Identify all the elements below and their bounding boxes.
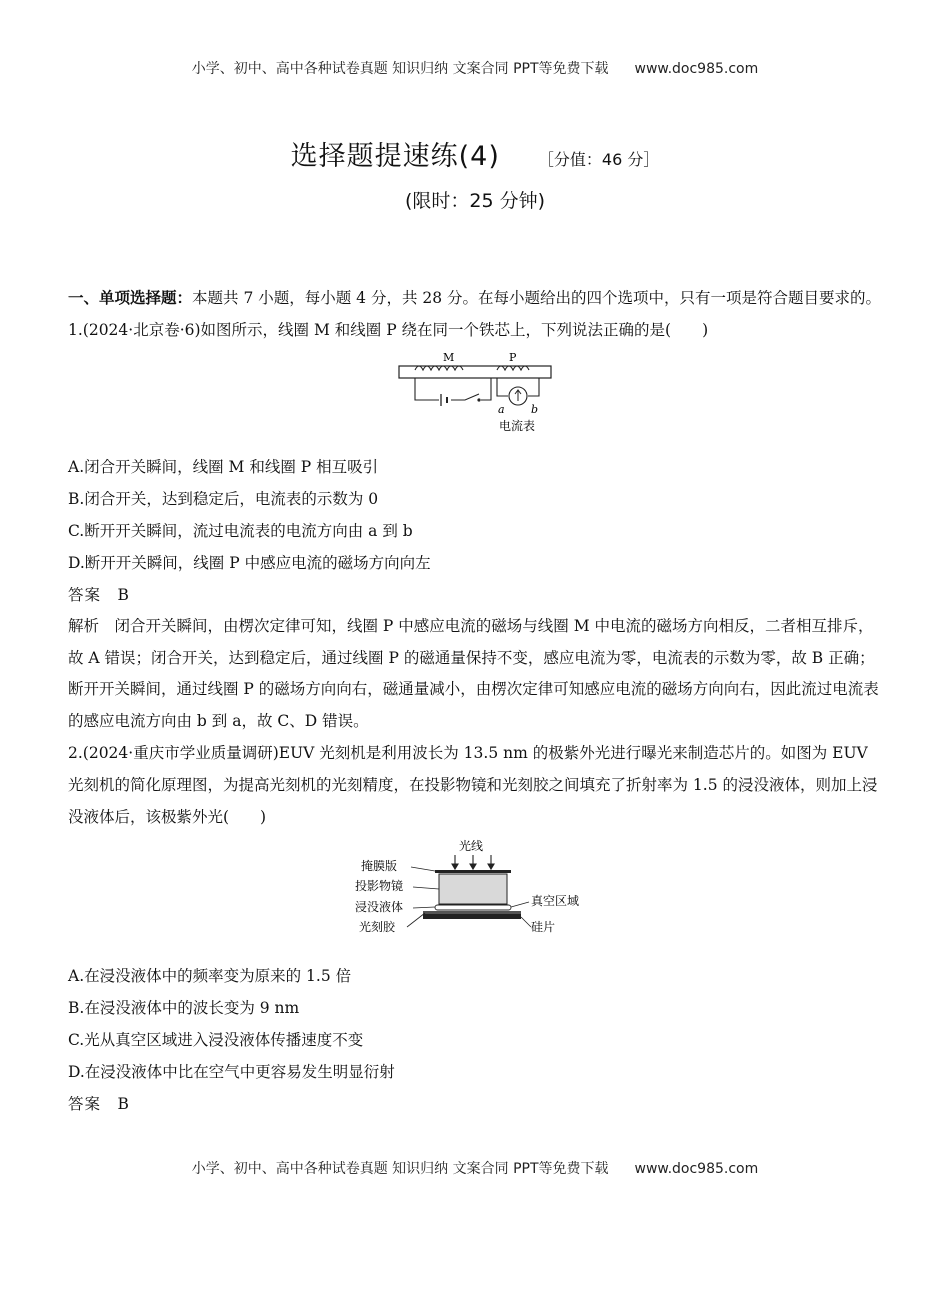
q2-answer: 答案 B <box>68 1095 130 1113</box>
light-arrows <box>452 855 494 869</box>
label-p: P <box>509 351 517 364</box>
section-label: 一、单项选择题： <box>68 289 193 307</box>
q2-figure <box>68 837 882 954</box>
resist-label: 光刻胶 <box>359 920 396 934</box>
mask-label: 掩膜版 <box>361 859 398 873</box>
header-url[interactable]: www.doc985.com <box>634 61 759 77</box>
q2-stem: 2.(2024·重庆市学业质量调研)EUV 光刻机是利用波长为 13.5 nm 的极紫外光进行曝光来制造芯片的。如图为 EUV 光刻机的简化原理图，为提高光刻机的光刻精度，在投影物镜和光刻胶之间填充了折射率为 1.5 的浸没液体，则加上浸没液体后，该极紫外光( ) <box>68 744 878 826</box>
coil-m <box>415 366 463 370</box>
section-intro <box>68 282 882 314</box>
q2-option-b: B.在浸没液体中的波长变为 9 nm <box>68 999 300 1017</box>
page-header <box>0 58 950 78</box>
title-row <box>0 134 950 173</box>
lens-label: 投影物镜 <box>355 879 404 893</box>
label-a: a <box>498 403 505 416</box>
liquid-label: 浸没液体 <box>355 900 404 914</box>
circuit-m-wire <box>415 378 491 400</box>
q1-option-d: D.断开开关瞬间，线圈 P 中感应电流的磁场方向向左 <box>68 554 431 572</box>
ammeter-caption: 电流表 <box>499 419 536 433</box>
wafer-label: 硅片 <box>531 920 556 934</box>
page-footer <box>0 1158 950 1178</box>
photoresist <box>423 911 521 914</box>
q2-option-a: A.在浸没液体中的频率变为原来的 1.5 倍 <box>68 967 352 985</box>
time-limit: (限时：25 分钟) <box>404 190 546 212</box>
footer-url[interactable]: www.doc985.com <box>634 1161 759 1177</box>
q2-option-c: C.光从真空区域进入浸没液体传播速度不变 <box>68 1031 364 1049</box>
q1-option-c: C.断开开关瞬间，流过电流表的电流方向由 a 到 b <box>68 522 413 540</box>
q1-option-b: B.闭合开关，达到稳定后，电流表的示数为 0 <box>68 490 379 508</box>
immersion-liquid <box>435 905 511 910</box>
mask-plate <box>435 870 511 873</box>
light-label: 光线 <box>459 839 484 853</box>
q1-option-a: A.闭合开关瞬间，线圈 M 和线圈 P 相互吸引 <box>68 458 379 476</box>
q1-stem: 1.(2024·北京卷·6)如图所示，线圈 M 和线圈 P 绕在同一个铁芯上，下列说法正确的是( ) <box>68 321 709 339</box>
header-text: 小学、初中、高中各种试卷真题 知识归纳 文案合同 PPT等免费下载 <box>191 61 609 77</box>
score-label: ［分值：46 分］ <box>537 150 660 169</box>
footer-text: 小学、初中、高中各种试卷真题 知识归纳 文案合同 PPT等免费下载 <box>191 1161 609 1177</box>
section-intro-text: 本题共 7 小题，每小题 4 分，共 28 分。在每小题给出的四个选项中，只有一项是符合题目要求的。 <box>192 289 882 307</box>
vacuum-label: 真空区域 <box>531 894 580 908</box>
q1-figure <box>68 350 882 445</box>
label-m: M <box>443 351 455 364</box>
question-content <box>68 282 882 1120</box>
coil-circuit-diagram <box>393 350 557 434</box>
coil-p <box>497 366 529 370</box>
label-b: b <box>531 403 539 416</box>
q1-answer: 答案 B <box>68 586 130 604</box>
switch-contact <box>477 398 480 401</box>
q2-option-d: D.在浸没液体中比在空气中更容易发生明显衍射 <box>68 1063 395 1081</box>
silicon-wafer <box>423 914 521 919</box>
euv-lithography-diagram <box>355 837 595 943</box>
projection-lens <box>439 874 507 904</box>
q1-analysis: 解析 闭合开关瞬间，由楞次定律可知，线圈 P 中感应电流的磁场与线圈 M 中电流的磁场方向相反，二者相互排斥，故 A 错误；闭合开关，达到稳定后，通过线圈 P 的磁通量保持不变，感应电流为零，电流表的示数为零，故 B 正确；断开开关瞬间，通过线圈 P 的磁场方向向右，磁通量减小，由楞次定律可知感应电流的磁场方向向右，因此流过电流表的感应电流方向由 b 到 a，故 C、D 错误。 <box>68 617 879 730</box>
ammeter-arrow-icon <box>515 390 521 401</box>
page-title: 选择题提速练(4) <box>290 141 500 172</box>
